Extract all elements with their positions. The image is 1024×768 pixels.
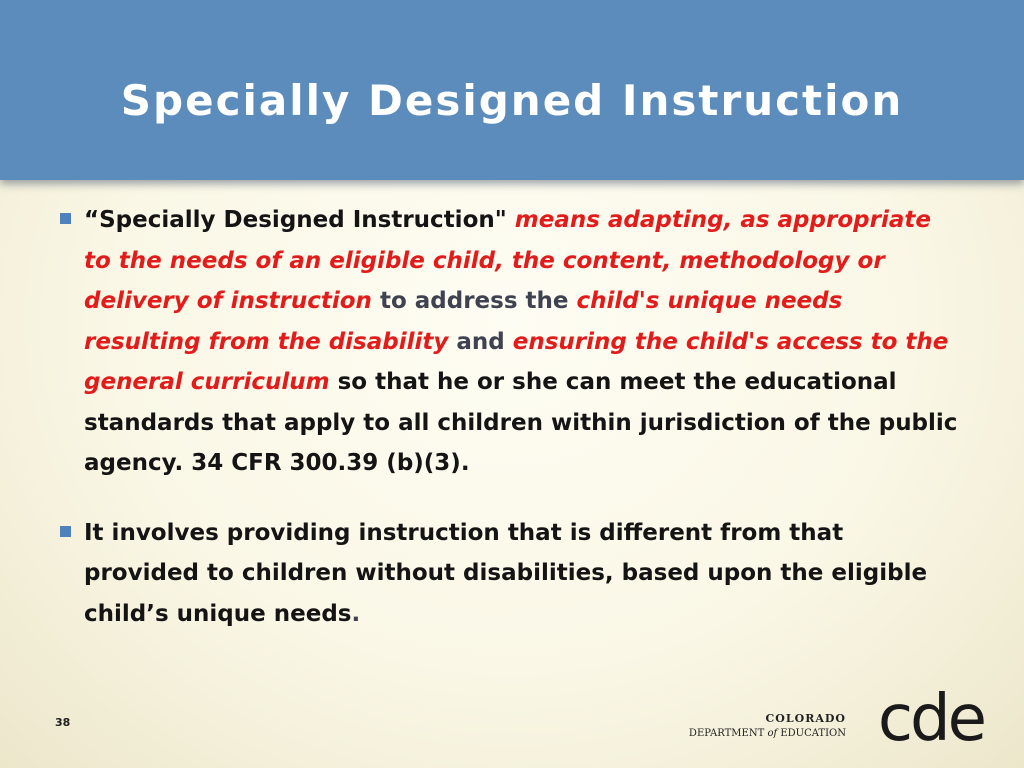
slide-content xyxy=(58,200,958,634)
square-bullet-icon xyxy=(60,526,71,537)
square-bullet-icon xyxy=(60,213,71,224)
title-bar xyxy=(0,0,1024,180)
slide-title: Specially Designed Instruction xyxy=(120,76,904,125)
bullet-text-segment: It involves providing instruction that is different from that provided to children without disabilities, based upon the eligible child’s unique needs xyxy=(84,519,928,627)
logo-education-word: EDUCATION xyxy=(777,728,846,739)
bullet-text-emphasis: means adapting, as appropriate to the needs of an eligible child, the content, methodology or delivery of instruction xyxy=(84,207,931,314)
bullet-text-segment: “Specially Designed Instruction" xyxy=(84,207,515,233)
bullet-text-emphasis: ensuring the child's access to the general curriculum xyxy=(84,328,949,395)
bullet-text-period: . xyxy=(351,600,361,627)
logo-cde-mark: cde xyxy=(877,682,984,756)
bullet-involves xyxy=(58,513,958,635)
page-number: 38 xyxy=(55,716,71,729)
logo-department-word: DEPARTMENT xyxy=(688,728,768,739)
bullet-text-connector: and xyxy=(448,328,513,355)
bullet-text-emphasis: child's unique needs resulting from the disability xyxy=(84,288,843,355)
logo-colorado-text: COLORADO xyxy=(765,712,846,725)
logo-of-word: of xyxy=(767,728,778,739)
bullet-definition xyxy=(58,200,958,484)
logo-department-text xyxy=(689,728,846,739)
cde-logo xyxy=(688,682,998,756)
bullet-text-connector: to address the xyxy=(371,288,577,314)
bullet-text-segment: so that he or she can meet the educational standards that apply to all children within jurisdiction of the public agency. 34 CFR 300.39 (b)(3). xyxy=(84,369,958,476)
